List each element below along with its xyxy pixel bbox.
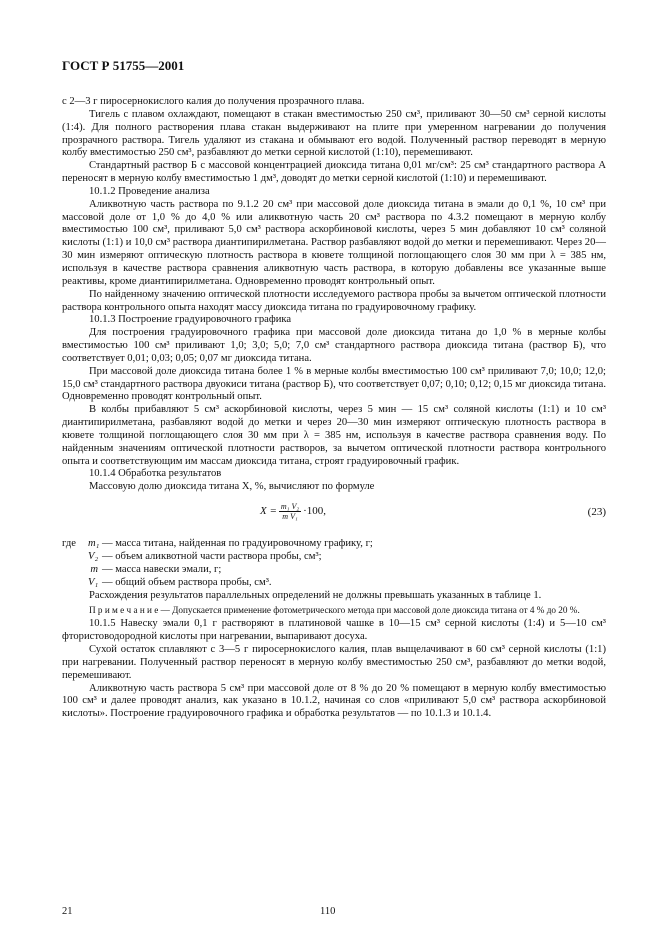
formula-numerator: m₁ V₂ <box>280 502 300 512</box>
document-body <box>62 96 606 721</box>
note: П р и м е ч а н и е — Допускается применение фотометрического метода при массовой доле диоксида титана от 4 % до 20 %. <box>89 605 580 616</box>
section-heading: 10.1.4 Обработка результатов <box>89 468 222 480</box>
formula-tail: ·100, <box>303 505 327 518</box>
page-number: 110 <box>320 906 336 917</box>
definition-lead <box>62 564 88 577</box>
definition-text: — масса титана, найденная по градуировочному графику, г; <box>102 538 373 550</box>
document-header: ГОСТ Р 51755—2001 <box>62 58 185 73</box>
paragraph: По найденному значению оптической плотности исследуемого раствора пробы за вычетом оптической плотности раствора контрольного опыта находят массу диоксида титана по градуировочному графику. <box>62 288 606 313</box>
paragraph: Для построения градуировочного графика при массовой доле диоксида титана до 1,0 % в мерные колбы вместимостью 100 см³ приливают 1,0; 3,0; 5,0; 7,0 см³ стандартного раствора диоксида титана (раствор Б), что соответствует 0,01; 0,03; 0,05; 0,07 мг диоксида титана. <box>62 327 606 364</box>
definition-lead <box>62 577 88 590</box>
section-heading: 10.1.2 Проведение анализа <box>89 185 210 197</box>
equation-number: (23) <box>587 506 606 519</box>
paragraph: Стандартный раствор Б с массовой концентрацией диоксида титана 0,01 мг/см³: 25 см³ стандартного раствора А переносят в мерную колбу вместимостью 1 дм³, доводят до метки серной кислотой (1:10) и перемешивают. <box>62 160 606 185</box>
variable-definitions <box>62 538 606 589</box>
paragraph: Расхождения результатов параллельных определений не должны превышать указанных в таблице 1. <box>89 589 542 601</box>
paragraph: с 2—3 г пиросернокислого калия до получения прозрачного плава. <box>62 96 365 107</box>
definition-symbol: V₁ <box>88 576 99 588</box>
formula-23 <box>62 498 606 534</box>
paragraph: Аликвотную часть раствора 5 см³ при массовой доле от 8 % до 20 % помещают в мерную колбу вместимостью 100 см³ и далее проводят анализ, как указано в 10.1.2, начиная со слов «приливают 5,0 см³ раствора аскорбиновой кислоты». Построение градуировочного графика и обработка результатов — по 10.1.3 и 10.1.4. <box>62 682 606 720</box>
section-heading: 10.1.3 Построение градуировочного графика <box>89 314 292 326</box>
definition-lead <box>62 551 88 564</box>
definition-row <box>62 538 606 551</box>
paragraph: Сухой остаток сплавляют с 3—5 г пиросернокислого калия, плав выщелачивают в 60 см³ серной кислоты (1:1) при нагревании. Полученный раствор переносят в мерную колбу вместимостью 250 см³, разбавляют до метки водой, перемешивают. <box>62 644 606 681</box>
definition-row <box>62 577 606 590</box>
definition-symbol: m₁ <box>88 538 100 550</box>
definition-symbol: m <box>90 563 98 575</box>
definition-row <box>62 551 606 564</box>
formula-expression <box>260 502 326 521</box>
definition-text: — общий объем раствора пробы, см³. <box>102 576 272 588</box>
paragraph: Массовую долю диоксида титана X, %, вычисляют по формуле <box>89 481 375 493</box>
definition-symbol: V₂ <box>88 551 99 562</box>
paragraph: При массовой доле диоксида титана более 1 % в мерные колбы вместимостью 100 см³ приливают 7,0; 10,0; 12,0; 15,0 см³ стандартного раствора двуокиси титана (раствор Б), что соответствует 0,07; 0,10; 0,12; 0,15 мг диоксида титана. Одновременно проводят контрольный опыт. <box>62 365 606 403</box>
definition-lead: где <box>62 538 76 550</box>
paragraph: 10.1.5 Навеску эмали 0,1 г растворяют в платиновой чашке в 10—15 см³ серной кислоты (1:4) и 5—10 см³ фтористоводородной кислоты при нагревании, выпаривают досуха. <box>62 618 606 643</box>
paragraph: В колбы прибавляют 5 см³ аскорбиновой кислоты, через 5 мин — 15 см³ соляной кислоты (1:1) и 10 см³ диантипирилметана, разбавляют водой до метки и через 20—30 мин измеряют оптическую плотность раствора в кювете толщиной поглощающего слоя 30 мм при λ = 385 нм, используя в качестве раствора сравнения воду. По найденным значениям оптической плотности растворов, за вычетом оптической плотности раствора контрольного опыта и соответствующим им массам диоксида титана, строят градуировочный график. <box>62 404 606 467</box>
footer-left-number: 21 <box>62 906 73 917</box>
paragraph: Аликвотную часть раствора по 9.1.2 20 см³ при массовой доле диоксида титана в эмали до 0,1 %, 10 см³ при массовой доле от 1,0 % до 4,0 % или аликвотную часть 20 см³ раствора по 4.3.2 помещают в мерную колбу вместимостью 100 см³, приливают 5,0 см³ раствора аскорбиновой кислоты, через 5 мин добавляют 10 см³ соляной кислоты (1:1) и 10,0 см³ раствора диантипирилметана. Раствор разбавляют водой до метки и перемешивают. Через 20—30 мин измеряют оптическую плотность раствора в кювете толщиной поглощающего слоя 30 мм при λ = 385 нм, используя в качестве раствора сравнения аликвотную часть раствора, в которую добавлены все указанные выше реактивы, кроме диантипирилметана. Одновременно проводят контрольный опыт. <box>62 198 606 287</box>
paragraph: Тигель с плавом охлаждают, помещают в стакан вместимостью 250 см³, приливают 30—50 см³ серной кислоты (1:4). Для полного растворения плава стакан выдерживают на плите при умеренном нагревании до получения прозрачного раствора. Тигель удаляют из стакана и обмывают его водой. Полученный раствор переводят в мерную колбу вместимостью 250 см³, разбавляют до метки серной кислотой (1:10), перемешивают. <box>62 108 606 159</box>
definition-text: — объем аликвотной части раствора пробы, см³; <box>102 551 322 562</box>
formula-fraction <box>279 502 301 521</box>
definition-row <box>62 564 606 577</box>
definition-text: — масса навески эмали, г; <box>102 563 222 575</box>
formula-denominator: m V₁ <box>282 512 298 522</box>
formula-lhs: X = <box>260 505 277 518</box>
